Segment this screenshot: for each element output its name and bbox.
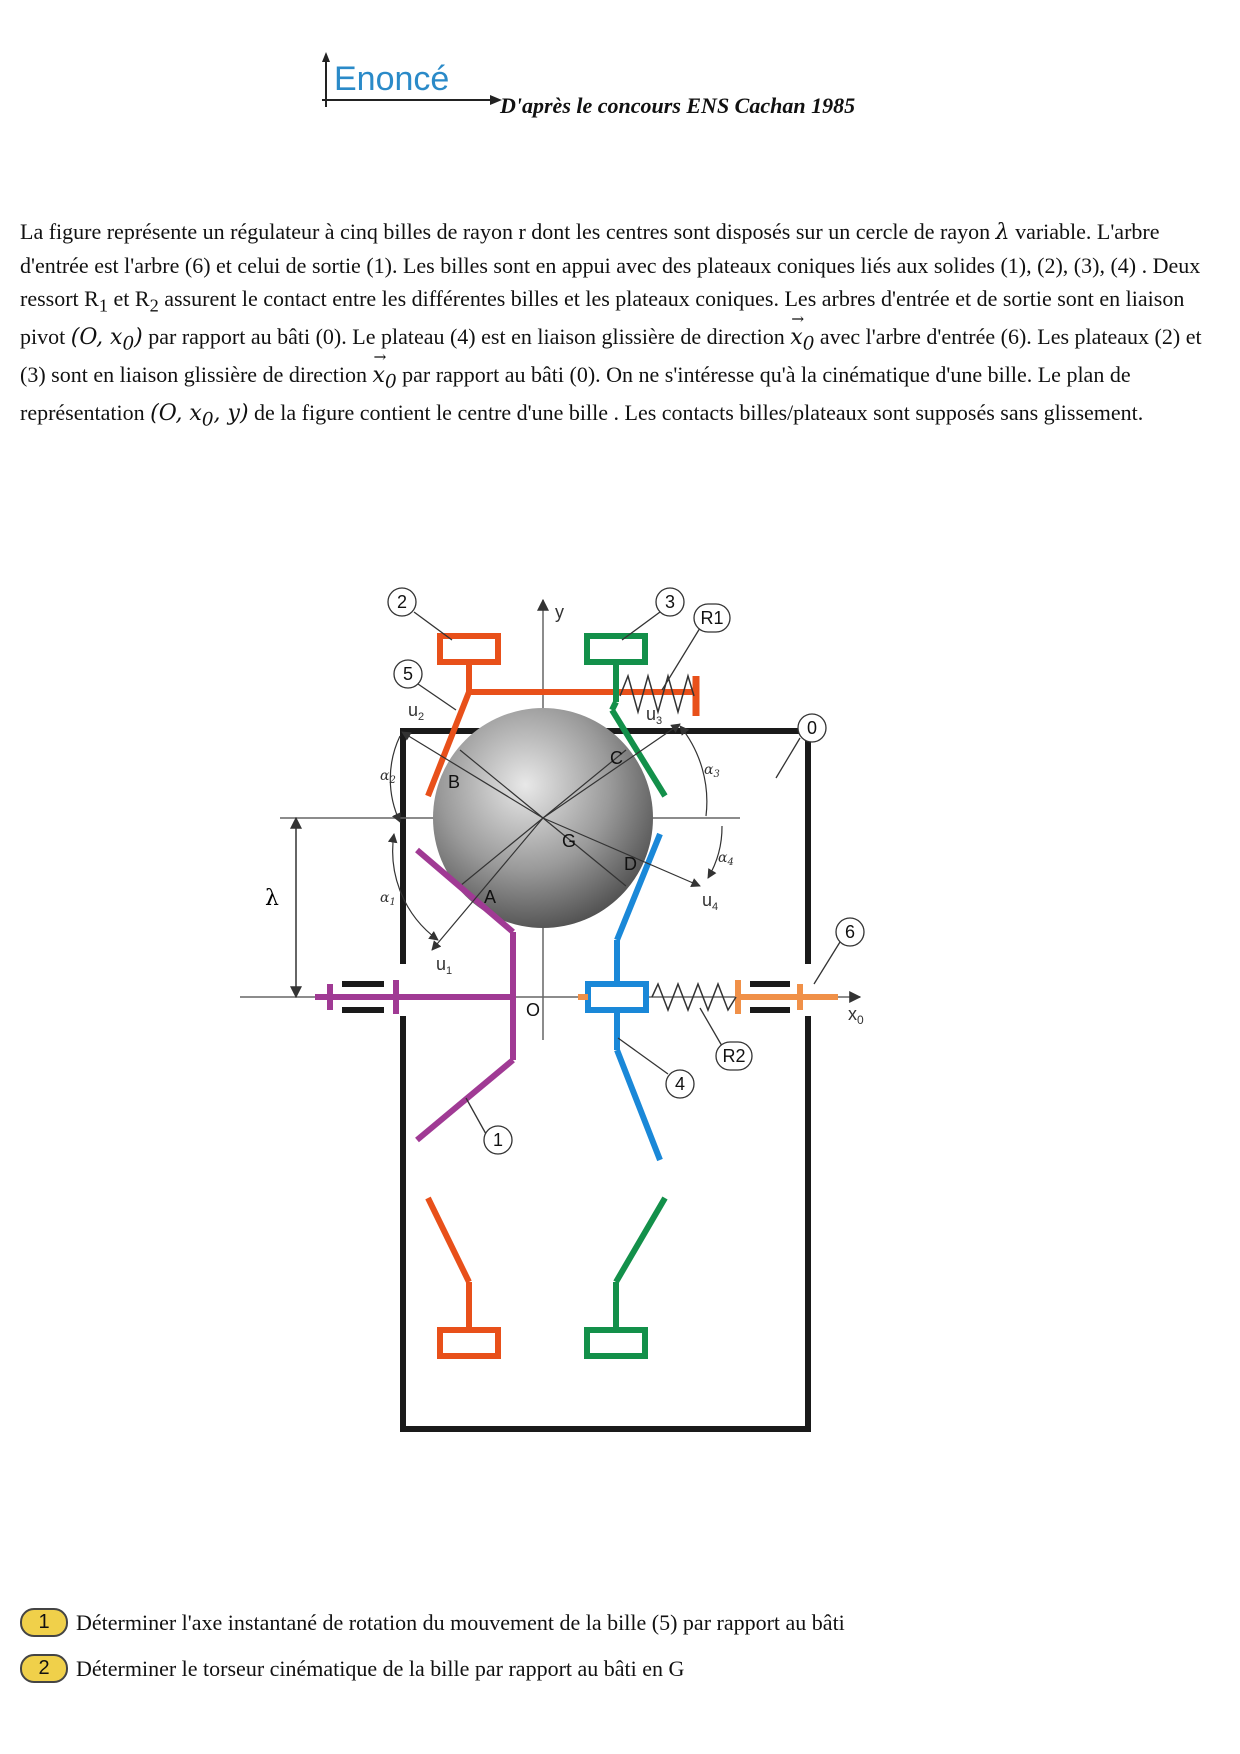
callout-6-text: 6 <box>844 922 856 942</box>
alpha4-label: $\alpha_4$ <box>718 850 734 868</box>
callout-R1-text: R1 <box>700 608 724 628</box>
intro-paragraph: La figure représente un régulateur à cinq billes de rayon r dont les centres sont disposés sur un cercle de rayon λ variable. L'arbre d'entrée est l'arbre (6) et celui de sortie (1). Les billes sont en appui avec des plateaux coniques liés aux solides (1), (2), (3), (4) . Deux ressort $R_1$ et $R_2$ assurent le contact entre les différentes billes et les plateaux coniques. Les arbres d'entrée et de sortie sont en liaison pivot (O, $x_0$) par rapport au bâti (0). Le plateau (4) est en liaison glissière de direction → $x_0$ avec l'arbre d'entrée (6). Les plateaux (2) et (3) sont en liaison glissière de direction → $x_0$ par rapport au bâti (0). On ne s'intéresse qu'à la cinématique d'une bille. Le plan de représentation (O, $x_0$, y) de la figure contient le centre d'une bille . Les contacts billes/plateaux sont supposés sans glissement. <box>20 215 1220 434</box>
point-O: O <box>526 1000 541 1020</box>
point-B: B <box>448 772 461 792</box>
vector-x0: → $x_0$ <box>790 325 814 350</box>
question-1-badge: 1 <box>20 1608 68 1637</box>
angle-arc-a3 <box>680 726 707 816</box>
leader-2 <box>414 612 452 640</box>
question-1-text: Déterminer l'axe instantané de rotation du mouvement de la bille (5) par rapport au bâti <box>76 1609 845 1635</box>
regulator-diagram <box>260 592 990 1520</box>
point-D: D <box>624 854 637 874</box>
point-A: A <box>484 887 497 907</box>
callout-4-text: 4 <box>674 1074 686 1094</box>
vector-x0: → $x_0$ <box>373 363 397 388</box>
question-2 <box>20 1654 684 1683</box>
alpha2-label: $\alpha_2$ <box>380 768 396 786</box>
u3-label: $u_3$ <box>646 704 663 727</box>
callout-2-text: 2 <box>396 592 408 612</box>
u1-label: $u_1$ <box>436 954 453 977</box>
callout-0-text: 0 <box>806 718 818 738</box>
leader-6 <box>814 942 840 984</box>
alpha1-label: $\alpha_1$ <box>380 890 396 908</box>
lambda-label: λ <box>265 886 279 911</box>
point-G: G <box>562 831 577 851</box>
question-2-text: Déterminer le torseur cinématique de la bille par rapport au bâti en G <box>76 1655 685 1681</box>
u2-label: $u_2$ <box>408 700 425 723</box>
leader-0 <box>776 738 800 778</box>
enonce-logo <box>322 52 502 112</box>
alpha3-label: $\alpha_3$ <box>704 762 720 780</box>
logo-text: Enoncé <box>334 60 450 98</box>
y-axis-label: y <box>555 602 564 622</box>
callout-1-text: 1 <box>492 1130 504 1150</box>
angle-arc-a1 <box>393 834 438 940</box>
question-2-badge: 2 <box>20 1654 68 1683</box>
callout-5-text: 5 <box>402 664 414 684</box>
point-C: C <box>610 748 623 768</box>
leader-R2 <box>700 1008 722 1046</box>
callout-3-text: 3 <box>664 592 676 612</box>
u4-label: $u_4$ <box>702 890 719 913</box>
leader-1 <box>466 1098 486 1134</box>
leader-5 <box>418 684 456 710</box>
plate-3-lower <box>587 1198 665 1356</box>
callout-R2-text: R2 <box>722 1046 746 1066</box>
repere-O-x0-y: (O, $x_0$, y) <box>150 400 249 431</box>
plate-2-lower <box>428 1198 498 1356</box>
repere-O-x0: (O, $x_0$) <box>70 324 143 355</box>
x0-axis-label: $x_0$ <box>848 1004 864 1027</box>
question-1 <box>20 1608 845 1637</box>
document-subtitle: D'après le concours ENS Cachan 1985 <box>500 93 856 118</box>
